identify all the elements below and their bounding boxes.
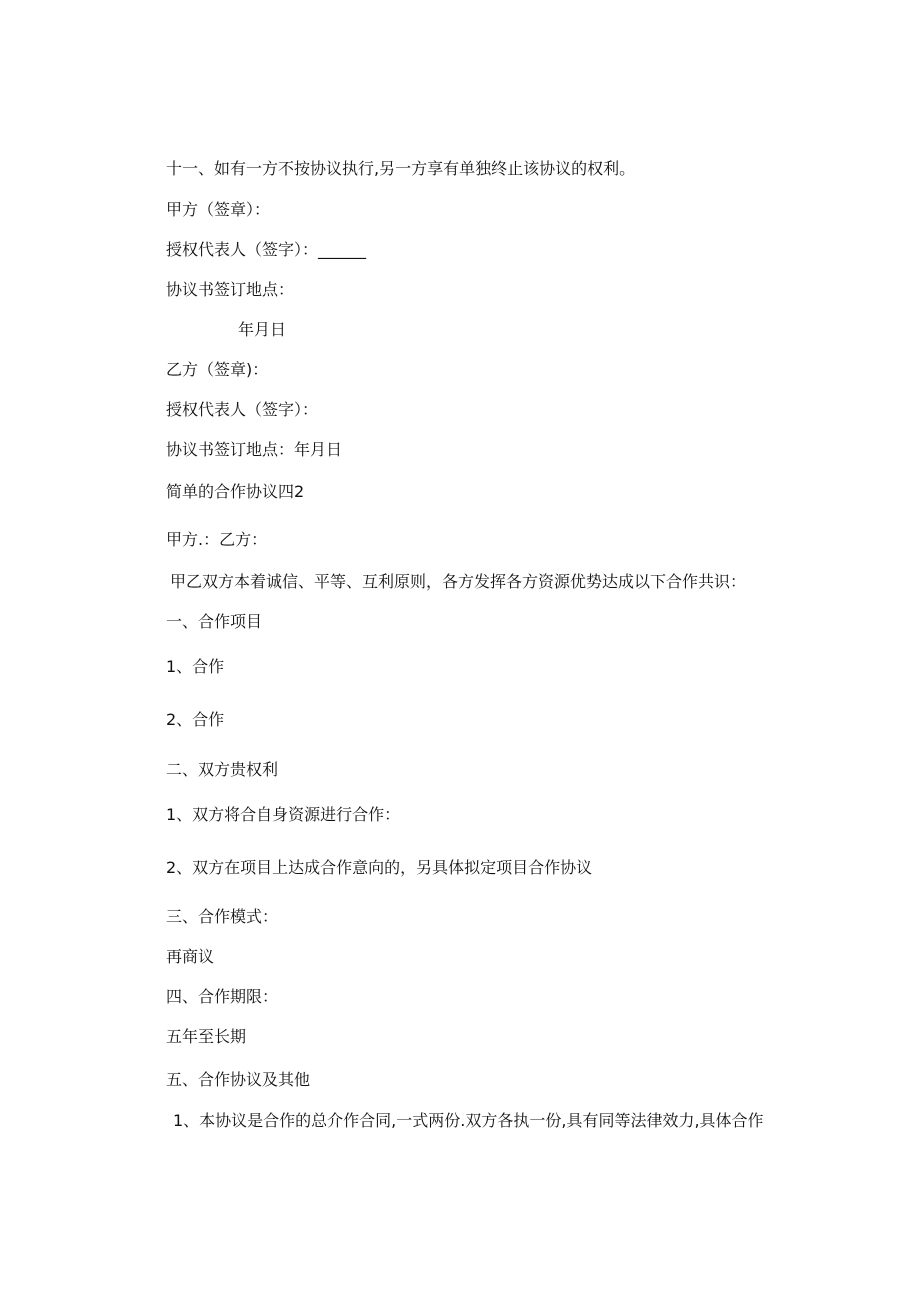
heading-agreement-other: 五、合作协议及其他 [166,1070,311,1089]
party-b-signing-place: 协议书签订地点：年月日 [166,440,343,459]
party-b-representative: 授权代表人（签字）： [166,400,319,419]
agreement-item-1: 1、本协议是合作的总介作合同,一式两份.双方各执一份,具有同等法律效力,具体合作 [173,1111,764,1130]
project-item-1: 1、合作 [166,657,225,676]
party-b-seal: 乙方（签章)： [166,360,269,379]
heading-cooperation-project: 一、合作项目 [166,612,263,631]
rights-item-1: 1、双方将合自身资源进行合作： [166,805,401,824]
party-a-date: 年月日 [238,320,287,339]
heading-rights: 二、双方贵权利 [166,760,279,779]
clause-eleven: 十一、如有一方不按协议执行,另一方享有单独终止该协议的权利。 [166,159,636,178]
heading-cooperation-term: 四、合作期限： [166,987,279,1006]
heading-cooperation-mode: 三、合作模式： [166,907,279,926]
rights-item-2: 2、双方在项目上达成合作意向的，另具体拟定项目合作协议 [166,858,593,877]
cooperation-term-value: 五年至长期 [166,1027,247,1046]
party-a-signing-place: 协议书签订地点： [166,280,295,299]
preamble: 甲乙双方本着诚信、平等、互利原则，各方发挥各方资源优势达成以下合作共识： [170,572,747,591]
section-heading: 简单的合作协议四2 [166,482,305,501]
party-a-seal: 甲方（签章）： [166,200,271,219]
project-item-2: 2、合作 [166,710,225,729]
parties-line: 甲方.：乙方： [166,530,268,549]
party-a-representative: 授权代表人（签字）：______ [166,240,367,259]
cooperation-mode-value: 再商议 [166,947,215,966]
